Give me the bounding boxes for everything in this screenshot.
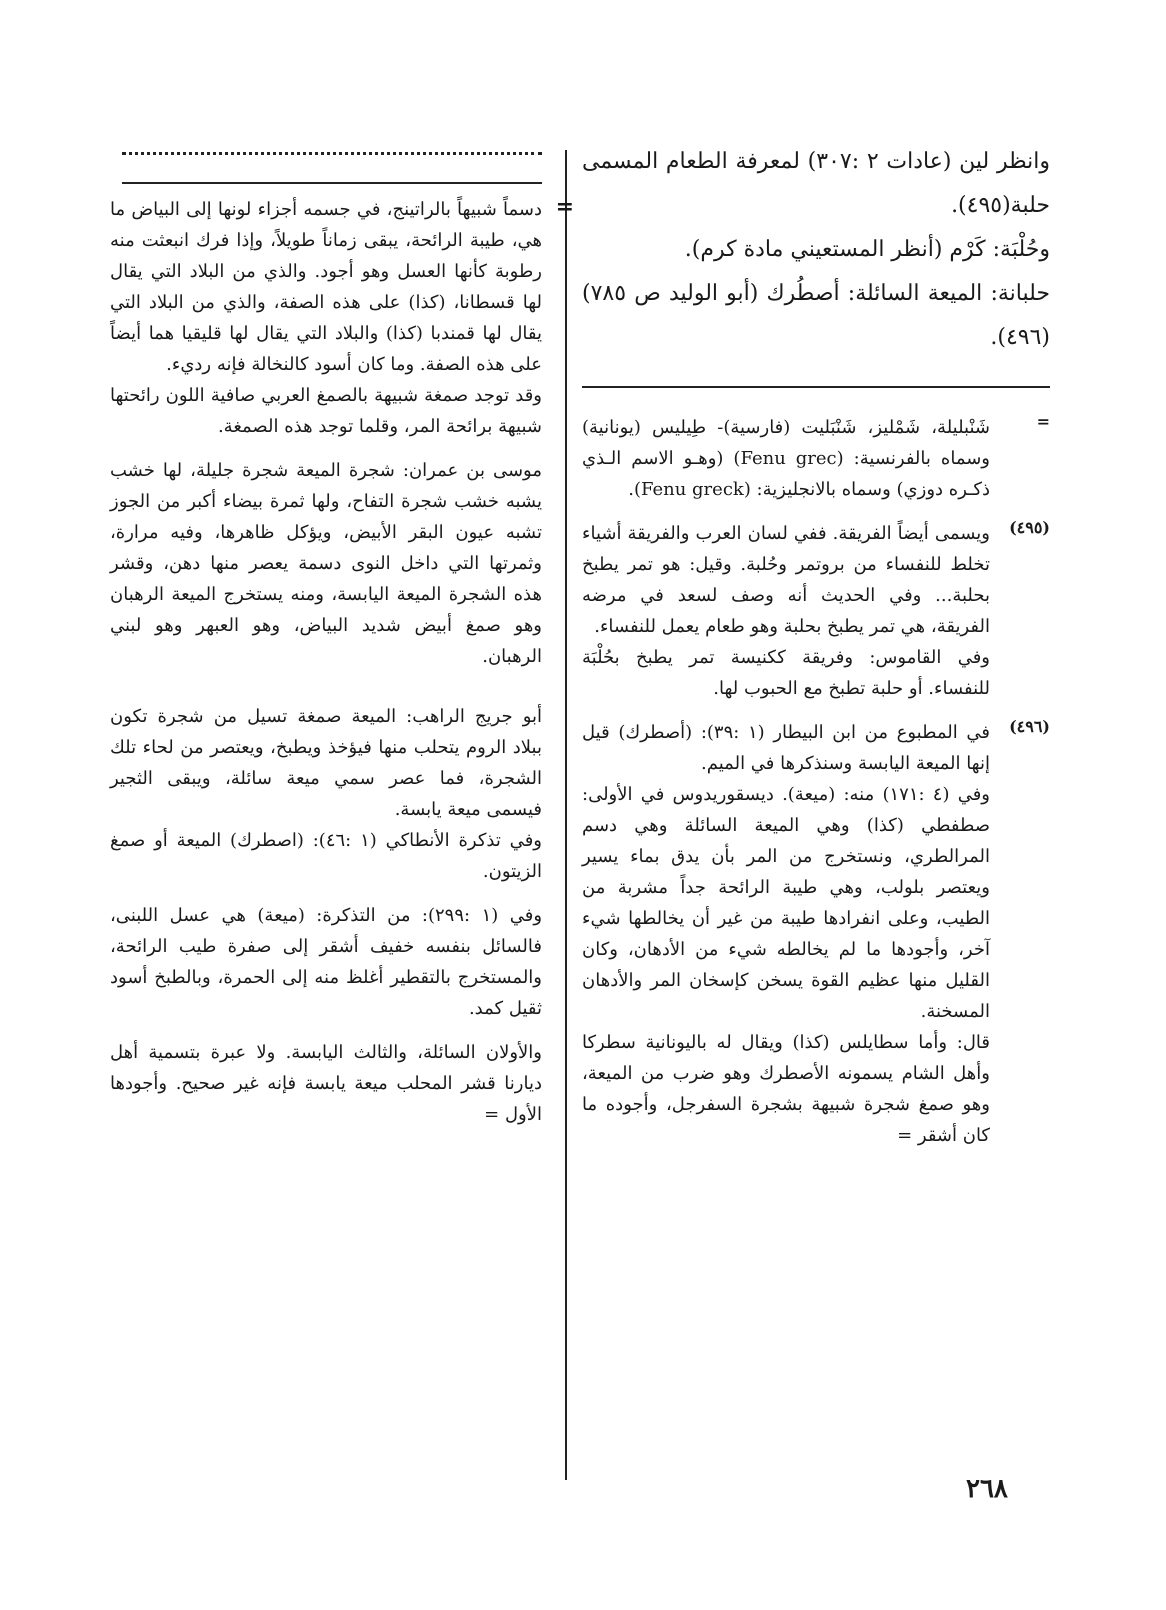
column-divider (565, 150, 567, 1480)
footnote-495-text-1: ويسمى أيضاً الفريقة. ففي لسان العرب والفريقة أشياء تخلط للنفساء من بروتمر وحُلبة. وقيل: هو تمر يطبخ بحلبة... وفي الحديث أنه وصف لسعد في مرضه الفريقة، هي تمر يطبخ بحلبة وهو طعام يعمل للنفساء. (582, 523, 990, 637)
footnote-495 (582, 518, 1050, 704)
continuation-marker: = (1036, 412, 1050, 431)
left-paragraph-4: أبو جريج الراهب: الميعة صمغة تسيل من شجرة تكون ببلاد الروم يتحلب منها فيؤخذ ويطبخ، ويعتصر من لحاء تلك الشجرة، فما عصر سمي ميعة سائلة، ويبقى الثجير فيسمى ميعة يابسة. (110, 706, 542, 820)
footnote-number: (٤٩٥) (1009, 518, 1050, 537)
left-paragraph-6: وفي (١ :٢٩٩): من التذكرة: (ميعة) هي عسل اللبنى، فالسائل بنفسه خفيف أشقر إلى صفرة طيب الرائحة، والمستخرج بالتقطير أغلظ منه إلى الحمرة، وبالطبخ أسود ثقيل كمد. (110, 905, 543, 1019)
left-column (110, 194, 574, 1130)
dotted-separator (122, 152, 542, 159)
left-rule (122, 182, 542, 184)
left-paragraph-5: وفي تذكرة الأنطاكي (١ :٤٦): (اصطرك) الميعة أو صمغ الزيتون. (110, 830, 542, 882)
left-paragraph-1: دسماً شبيهاً بالراتينج، في جسمه أجزاء لونها إلى البياض ما هي، طيبة الرائحة، يبقى زماناً طويلاً، وإذا فرك انبعثت منه رطوبة كأنها العسل وهو أجود. والذي من البلاد التي يقال لها قسطانا، (كذا) على هذه الصفة، والذي من البلاد التي يقال لها قمندبا (كذا) والبلاد التي يقال لها قليقيا هما أيضاً على هذه الصفة. وما كان أسود كالنخالة فإنه رديء. (110, 199, 542, 375)
right-column (582, 140, 1050, 1151)
main-paragraph-1: وانظر لين (عادات ٢ :٣٠٧) لمعرفة الطعام المسمى حلبة(٤٩٥). (582, 149, 1050, 218)
footnote-rule (582, 386, 1050, 388)
continuation-marker: = (555, 194, 574, 220)
footnote-496 (582, 717, 1050, 1151)
footnote-continuation (582, 412, 1050, 505)
left-paragraph-2: وقد توجد صمغة شبيهة بالصمغ العربي صافية اللون رائحتها شبيهة برائحة المر، وقلما توجد هذه الصمغة. (110, 385, 542, 437)
main-text (582, 140, 1050, 360)
page-number: ٢٦٨ (966, 1474, 1008, 1504)
footnote-495-text-2: وفي القاموس: وفريقة ككنيسة تمر يطبخ بحُلْبَة للنفساء. أو حلبة تطبخ مع الحبوب لها. (582, 647, 990, 699)
main-paragraph-3: حلبانة: الميعة السائلة: أصطُرك (أبو الوليد ص ٧٨٥)(٤٩٦). (582, 281, 1050, 350)
footnote-number: (٤٩٦) (1009, 717, 1050, 736)
left-paragraph-3: موسى بن عمران: شجرة الميعة شجرة جليلة، لها خشب يشبه خشب شجرة التفاح، ولها ثمرة بيضاء أكبر من الجوز تشبه عيون البقر الأبيض، ويؤكل ظاهرها، وفيه مرارة، وثمرتها التي داخل النوى دسمة يعصر منها دهن، وقشر هذه الشجرة الميعة اليابسة، ومنه يستخرج الميعة الرهبان وهو صمغ أبيض شديد البياض، وهو العبهر وهو لبني الرهبان. (110, 460, 542, 667)
footnote-continuation-text: شَنْبليلة، شَمْليز، شَنْبَليت (فارسية)- طِيليس (يونانية) وسماه بالفرنسية: (Fenu grec) (وهـو الاسم الـذي ذكـره دوزي) وسماه بالانجليزية: (Fenu greck). (582, 417, 991, 500)
left-notes (110, 194, 574, 1130)
footnote-496-text-2: وفي (٤ :١٧١) منه: (ميعة). ديسقوريدوس في الأولى: صطفطي (كذا) وهي الميعة السائلة وهي دسم المرالطري، ونستخرج من المر بأن يدق بماء يسير ويعتصر بلولب، وهي طيبة الرائحة جداً مشربة من الطيب، وعلى انفرادها طيبة من غير أن يخالطها شيء آخر، وأجودها ما لم يخالطه شيء من الأدهان، وكان القليل منها عظيم القوة يسخن كإسخان المر والأدهان المسخنة. (582, 784, 990, 1022)
footnote-496-text-1: في المطبوع من ابن البيطار (١ :٣٩): (أصطرك) قيل إنها الميعة اليابسة وسنذكرها في الميم. (582, 722, 990, 774)
footnotes (582, 412, 1050, 1151)
footnote-496-text-3: قال: وأما سطايلس (كذا) ويقال له باليونانية سطركا وأهل الشام يسمونه الأصطرك وهو ضرب من الميعة، وهو صمغ شجرة شبيهة بشجرة السفرجل، وأجوده ما كان أشقر = (582, 1032, 990, 1146)
main-paragraph-2: وحُلْبَة: كَرْم (أنظر المستعيني مادة كرم). (684, 237, 1050, 262)
left-paragraph-7: والأولان السائلة، والثالث اليابسة. ولا عبرة بتسمية أهل ديارنا قشر المحلب ميعة يابسة فإنه غير صحيح. وأجودها الأول = (110, 1042, 542, 1125)
